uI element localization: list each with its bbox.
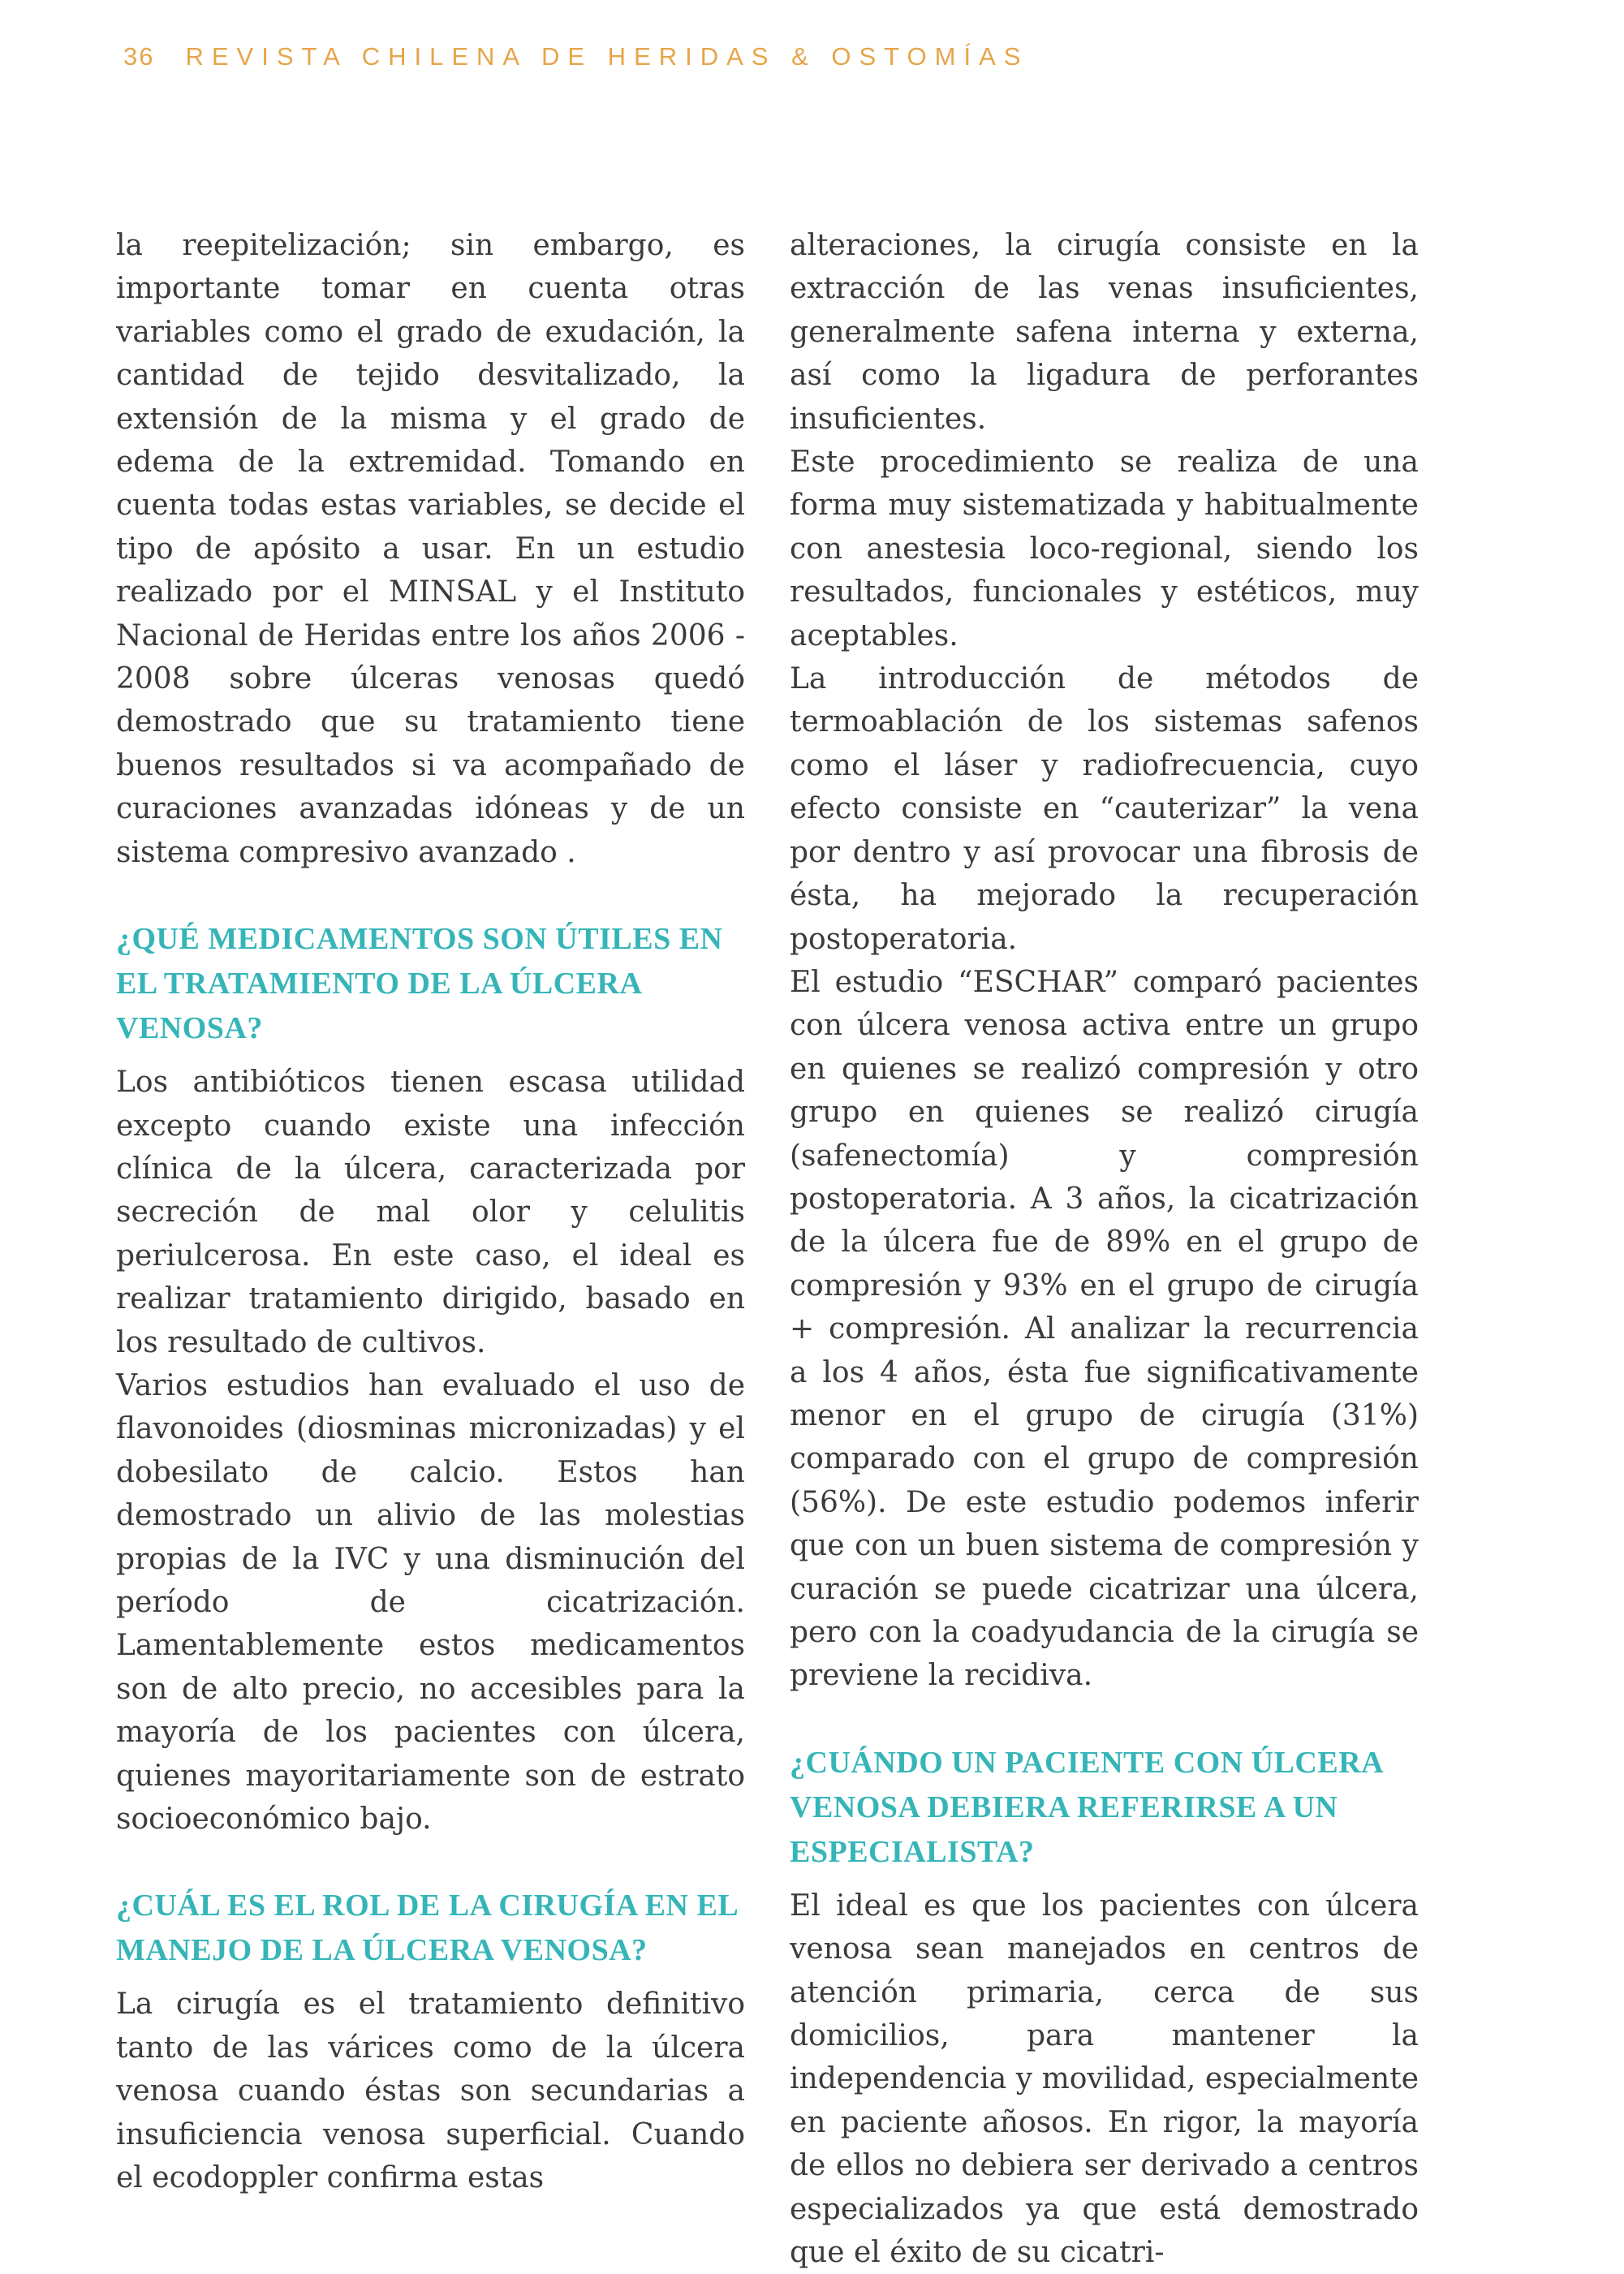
paragraph: la reepitelización; sin embargo, es importante tomar en cuenta otras variables como el grado de exudación, la cantidad de tejido desvitalizado, la extensión de la misma y el grado de edema de la extremidad. Tomando en cuenta todas estas variables, se decide el tipo de apósito a usar. En un estudio realizado por el MINSAL y el Instituto Nacional de Heridas entre los años 2006 - 2008 sobre úlceras venosas quedó demostrado que su tratamiento tiene buenos resultados si va acompañado de curaciones avanzadas idóneas y de un sistema compresivo avanzado . bbox=[116, 229, 745, 869]
running-header bbox=[123, 42, 1028, 71]
paragraph: Varios estudios han evaluado el uso de flavonoides (diosminas micronizadas) y el dobesilato de calcio. Estos han demostrado un alivio de las molestias propias de la IVC y una disminución del período de cicatrización. Lamentablemente estos medicamentos son de alto precio, no accesibles para la mayoría de los pacientes con úlcera, quienes mayoritariamente son de estrato socioeconómico bajo. bbox=[116, 1368, 745, 1836]
section-heading-cirugia: ¿CUÁL ES EL ROL DE LA CIRUGÍA EN EL MANEJO DE LA ÚLCERA VENOSA? bbox=[116, 1889, 738, 1968]
page-number: 36 bbox=[123, 42, 155, 71]
paragraph: Los antibióticos tienen escasa utilidad excepto cuando existe una infección clínica de la úlcera, caracterizada por secreción de mal olor y celulitis periulcerosa. En este caso, el ideal es realizar tratamiento dirigido, basado en los resultado de cultivos. bbox=[116, 1066, 745, 1359]
left-column bbox=[116, 224, 745, 2199]
paragraph: Este procedimiento se realiza de una forma muy sistematizada y habitualmente con anestesia loco-regional, siendo los resultados, funcionales y estéticos, muy aceptables. bbox=[790, 446, 1419, 652]
section-heading-especialista: ¿CUÁNDO UN PACIENTE CON ÚLCERA VENOSA DEBIERA REFERIRSE A UN ESPECIALISTA? bbox=[790, 1745, 1383, 1869]
paragraph: alteraciones, la cirugía consiste en la extracción de las venas insuficientes, generalmente safena interna y externa, así como la ligadura de perforantes insuficientes. bbox=[790, 229, 1419, 436]
paragraph: El estudio “ESCHAR” comparó pacientes con úlcera venosa activa entre un grupo en quienes se realizó compresión y otro grupo en quienes se realizó cirugía (safenectomía) y compresión postoperatoria. A 3 años, la cicatrización de la úlcera fue de 89% en el grupo de compresión y 93% en el grupo de cirugía + compresión. Al analizar la recurrencia a los 4 años, ésta fue significativamente menor en el grupo de cirugía (31%) comparado con el grupo de compresión (56%). De este estudio podemos inferir que con un buen sistema de compresión y curación se puede cicatrizar una úlcera, pero con la coadyudancia de la cirugía se previene la recidiva. bbox=[790, 965, 1419, 1693]
paragraph: La introducción de métodos de termoablación de los sistemas safenos como el láser y radiofrecuencia, cuyo efecto consiste en “cauterizar” la vena por dentro y así provocar una fibrosis de ésta, ha mejorado la recuperación postoperatoria. bbox=[790, 662, 1419, 956]
right-column bbox=[790, 224, 1419, 2274]
section-heading-medicamentos: ¿QUÉ MEDICAMENTOS SON ÚTILES EN EL TRATAMIENTO DE LA ÚLCERA VENOSA? bbox=[116, 922, 723, 1046]
journal-title: REVISTA CHILENA DE HERIDAS & OSTOMÍAS bbox=[185, 42, 1029, 71]
paragraph: El ideal es que los pacientes con úlcera venosa sean manejados en centros de atención primaria, cerca de sus domicilios, para mantener la independencia y movilidad, especialmente en paciente añosos. En rigor, la mayoría de ellos no debiera ser derivado a centros especializados ya que está demostrado que el éxito de su cicatri- bbox=[790, 1889, 1419, 2270]
paragraph: La cirugía es el tratamiento definitivo tanto de las várices como de la úlcera venosa cuando éstas son secundarias a insuficiencia venosa superficial. Cuando el ecodoppler confirma estas bbox=[116, 1988, 745, 2195]
